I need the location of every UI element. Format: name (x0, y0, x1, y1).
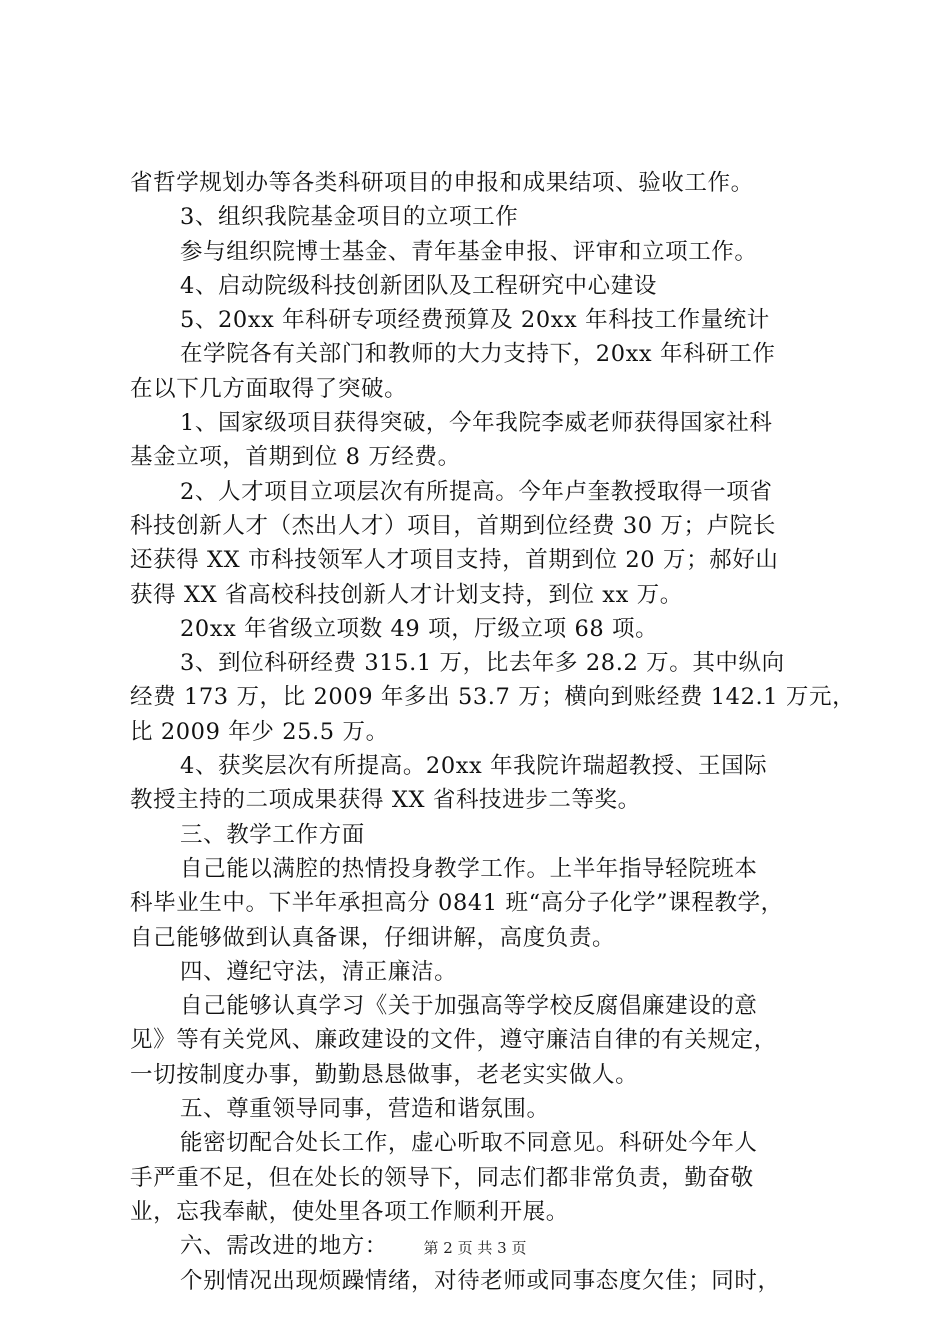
text-line: 自己能够认真学习《关于加强高等学校反腐倡廉建设的意 (180, 993, 758, 1020)
text-line: 能密切配合处长工作，虚心听取不同意见。科研处今年人 (180, 1130, 758, 1157)
text-line: 一切按制度办事，勤勤恳恳做事，老老实实做人。 (130, 1061, 639, 1088)
text-line: 科技创新人才（杰出人才）项目，首期到位经费 30 万；卢院长 (130, 512, 776, 539)
text-line: 在学院各有关部门和教师的大力支持下，20xx 年科研工作 (180, 341, 776, 368)
text-line: 3、到位科研经费 315.1 万，比去年多 28.2 万。其中纵向 (180, 650, 785, 677)
text-line: 个别情况出现烦躁情绪，对待老师或同事态度欠佳；同时， (180, 1267, 781, 1294)
text-line: 三、教学工作方面 (180, 821, 365, 848)
text-line: 手严重不足，但在处长的领导下，同志们都非常负责，勤奋敬 (130, 1164, 754, 1191)
text-line: 六、需改进的地方： (180, 1233, 388, 1260)
text-line: 业，忘我奉献，使处里各项工作顺利开展。 (130, 1198, 569, 1225)
text-line: 自己能够做到认真备课，仔细讲解，高度负责。 (130, 924, 616, 951)
text-line: 自己能以满腔的热情投身教学工作。上半年指导轻院班本 (180, 855, 758, 882)
text-line: 比 2009 年少 25.5 万。 (130, 718, 389, 745)
text-line: 1、国家级项目获得突破，今年我院李威老师获得国家社科 (180, 410, 773, 437)
text-line: 在以下几方面取得了突破。 (130, 375, 408, 402)
text-line: 教授主持的二项成果获得 XX 省科技进步二等奖。 (130, 787, 641, 814)
text-line: 四、遵纪守法，清正廉洁。 (180, 958, 458, 985)
text-line: 参与组织院博士基金、青年基金申报、评审和立项工作。 (180, 238, 758, 265)
page-footer: 第 2 页 共 3 页 (423, 1239, 527, 1257)
text-line: 4、启动院级科技创新团队及工程研究中心建设 (180, 272, 657, 299)
text-line: 20xx 年省级立项数 49 项，厅级立项 68 项。 (180, 615, 659, 642)
text-line: 基金立项，首期到位 8 万经费。 (130, 444, 461, 471)
text-line: 经费 173 万，比 2009 年多出 53.7 万；横向到账经费 142.1 万元， (130, 684, 856, 711)
text-line: 4、获奖层次有所提高。20xx 年我院许瑞超教授、王国际 (180, 753, 768, 780)
text-line: 五、尊重领导同事，营造和谐氛围。 (180, 1096, 550, 1123)
text-line: 省哲学规划办等各类科研项目的申报和成果结项、验收工作。 (130, 170, 754, 196)
text-line: 获得 XX 省高校科技创新人才计划支持，到位 xx 万。 (130, 581, 683, 608)
text-line: 科毕业生中。下半年承担高分 0841 班“高分子化学”课程教学， (130, 890, 784, 917)
text-line: 见》等有关党风、廉政建设的文件，遵守廉洁自律的有关规定， (130, 1027, 777, 1054)
text-line: 5、20xx 年科研专项经费预算及 20xx 年科技工作量统计 (180, 307, 770, 334)
text-line: 还获得 XX 市科技领军人才项目支持，首期到位 20 万；郝好山 (130, 547, 779, 574)
text-line: 3、组织我院基金项目的立项工作 (180, 204, 519, 231)
document-body (130, 166, 856, 1298)
text-line: 2、人才项目立项层次有所提高。今年卢奎教授取得一项省 (180, 478, 773, 505)
